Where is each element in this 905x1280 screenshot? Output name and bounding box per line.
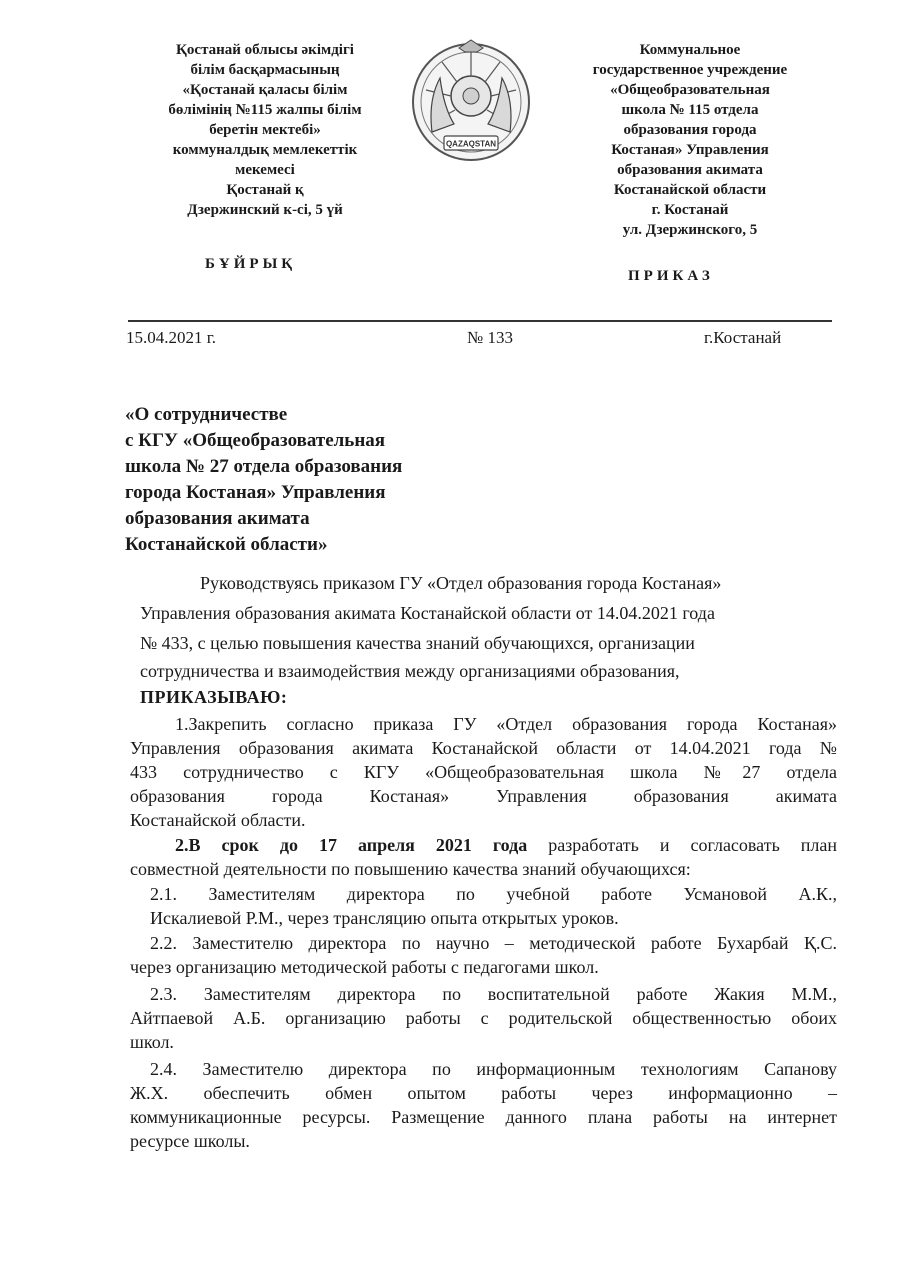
item2-3-line: Айтпаевой А.Б. организацию работы с родительской общественностью обоих: [130, 1008, 837, 1028]
item2-2-line: через организацию методической работы с педагогами школ.: [130, 957, 599, 977]
header-ru-line: Коммунальное: [639, 42, 741, 58]
header-kz-line: Қостанай қ: [226, 182, 304, 198]
preamble-line: Руководствуясь приказом ГУ «Отдел образования города Костаная»: [200, 573, 722, 593]
header-kz-line: беретін мектебі»: [209, 122, 321, 138]
header-ru-line: образования акимата: [617, 162, 763, 178]
header-divider: [128, 320, 832, 322]
item2-4-line: коммуникационные ресурсы. Размещение данного плана работы на интернет: [130, 1107, 837, 1127]
header-kz-line: білім басқармасының: [190, 62, 340, 78]
header-kz-line: Қостанай облысы әкімдігі: [176, 42, 354, 58]
item1-line: 433 сотрудничество с КГУ «Общеобразовательная школа №27 отдела: [130, 762, 837, 782]
item2-4-line: 2.4. Заместителю директора по информационным технологиям Сапанову: [150, 1059, 837, 1079]
item2-2-line: 2.2. Заместителю директора по научно – методической работе Бухарбай Қ.С.: [150, 933, 837, 953]
subject-line: образования акимата: [125, 508, 310, 529]
order-word: ПРИКАЗЫВАЮ:: [140, 687, 288, 707]
header-ru-line: Костанайской области: [613, 182, 767, 198]
emblem-label: QAZAQSTAN: [445, 139, 497, 149]
item1-line: Костанайской области.: [130, 810, 306, 830]
doc-type-kz: БҰЙРЫҚ: [205, 256, 297, 272]
header-ru-line: ул. Дзержинского, 5: [622, 222, 758, 238]
subject-line: школа № 27 отдела образования: [125, 456, 403, 477]
subject-line: города Костаная» Управления: [125, 482, 386, 503]
order-city: г.Костанай: [704, 328, 782, 347]
item2-1-line: 2.1. Заместителям директора по учебной работе Усмановой А.К.,: [150, 884, 837, 904]
preamble-line: Управления образования акимата Костанайской области от 14.04.2021 года: [140, 603, 715, 623]
item2-3-line: 2.3. Заместителям директора по воспитательной работе Жакия М.М.,: [150, 984, 837, 1004]
header-ru-line: Костаная» Управления: [611, 142, 769, 158]
item2-1-line: Искалиевой Р.М., через трансляцию опыта открытых уроков.: [150, 908, 619, 928]
item2-text: разработать и согласовать план: [527, 835, 838, 855]
item1-line: 1.Закрепить согласно приказа ГУ «Отдел образования города Костаная»: [175, 714, 837, 734]
item2-4-line: Ж.Х. обеспечить обмен опытом работы через информационно –: [130, 1083, 837, 1103]
preamble-line: № 433, с целью повышения качества знаний обучающихся, организации: [140, 633, 695, 653]
header-ru-line: государственное учреждение: [592, 62, 788, 78]
item2-3-line: школ.: [130, 1032, 174, 1052]
item1-line: Управления образования акимата Костанайской области от 14.04.2021 года №: [130, 738, 837, 758]
header-kz-line: Дзержинский к-сі, 5 үй: [187, 202, 343, 218]
doc-type-ru: ПРИКАЗ: [628, 268, 714, 284]
header-kz-line: «Қостанай қаласы білім: [182, 82, 348, 98]
header-kz-line: мекемесі: [235, 162, 295, 178]
order-number: № 133: [467, 328, 513, 347]
subject-line: Костанайской области»: [125, 534, 328, 555]
header-ru-line: школа № 115 отдела: [621, 102, 759, 118]
header-kz-line: бөлімінің №115 жалпы білім: [168, 102, 362, 118]
subject-line: «О сотрудничестве: [125, 404, 288, 425]
item2-line: [175, 833, 837, 857]
kazakhstan-emblem-icon: [410, 38, 532, 170]
header-kz: [140, 40, 390, 220]
item2-deadline: 2.В срок до 17 апреля 2021 года: [175, 835, 528, 855]
item1-line: образования города Костаная» Управления образования акимата: [130, 786, 837, 806]
header-ru-line: г. Костанай: [651, 202, 729, 218]
item2-line: совместной деятельности по повышению качества знаний обучающихся:: [130, 859, 691, 879]
header-ru-line: «Общеобразовательная: [610, 82, 770, 98]
order-subject: [125, 402, 402, 558]
item2-4-line: ресурсе школы.: [130, 1131, 250, 1151]
order-date: 15.04.2021 г.: [126, 328, 217, 347]
preamble-line: сотрудничества и взаимодействия между организациями образования,: [140, 661, 680, 681]
header-ru: [560, 40, 820, 240]
subject-line: с КГУ «Общеобразовательная: [125, 430, 386, 451]
header-ru-line: образования города: [623, 122, 757, 138]
header-kz-line: коммуналдық мемлекеттік: [172, 142, 358, 158]
